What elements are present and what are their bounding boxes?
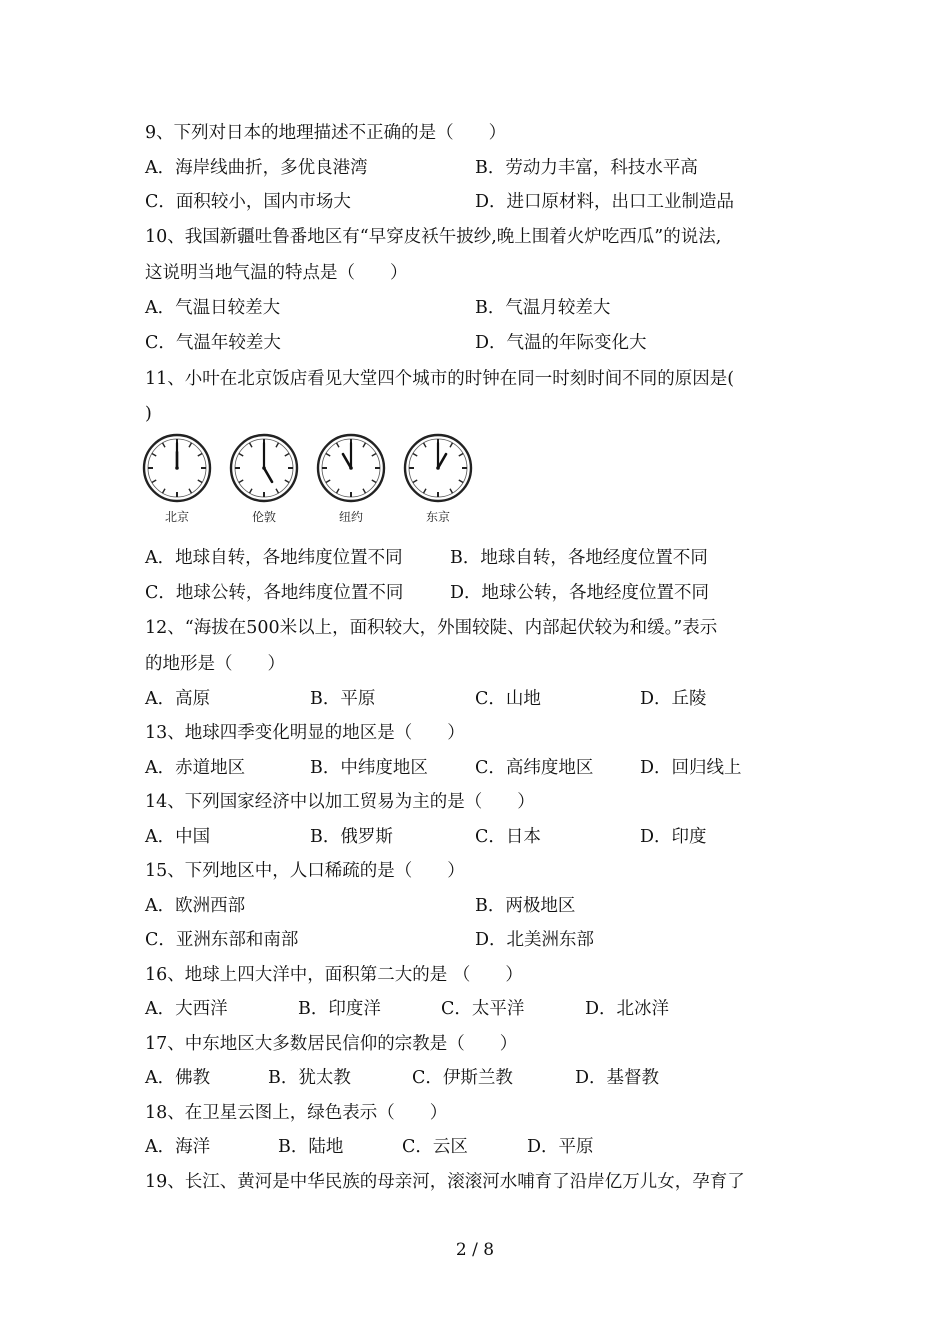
page-number: 2 / 8 bbox=[455, 1240, 495, 1260]
q12-stem-line2: 的地形是（ ） bbox=[145, 654, 285, 674]
q17-option-b: B．犹太教 bbox=[268, 1068, 351, 1088]
q12-option-a: A．高原 bbox=[145, 689, 211, 709]
q15-option-c: C．亚洲东部和南部 bbox=[145, 930, 299, 950]
clock-city-label: 北京 bbox=[164, 510, 190, 524]
q12-option-b: B．平原 bbox=[310, 689, 376, 709]
q10-option-b: B．气温月较差大 bbox=[475, 298, 611, 318]
q14-option-d: D．印度 bbox=[640, 827, 707, 847]
q13-option-b: B．中纬度地区 bbox=[310, 758, 428, 778]
q18-option-a: A．海洋 bbox=[145, 1137, 211, 1157]
q15-option-a: A．欧洲西部 bbox=[145, 896, 246, 916]
q16-option-a: A．大西洋 bbox=[145, 999, 228, 1019]
q11-stem-line2: ) bbox=[145, 404, 152, 424]
q11-stem-line1: 11、小叶在北京饭店看见大堂四个城市的时钟在同一时刻时间不同的原因是( bbox=[145, 369, 735, 389]
clock-center bbox=[175, 466, 179, 470]
q16-option-b: B．印度洋 bbox=[298, 999, 381, 1019]
q18-option-b: B．陆地 bbox=[278, 1137, 344, 1157]
q13-option-c: C．高纬度地区 bbox=[475, 758, 594, 778]
clock-center bbox=[349, 466, 353, 470]
q17-stem: 17、中东地区大多数居民信仰的宗教是（ ） bbox=[145, 1034, 518, 1054]
q17-option-c: C．伊斯兰教 bbox=[412, 1068, 513, 1088]
q19-stem-line1: 19、长江、黄河是中华民族的母亲河，滚滚河水哺育了沿岸亿万儿女，孕育了 bbox=[145, 1172, 745, 1192]
q18-stem: 18、在卫星云图上，绿色表示（ ） bbox=[145, 1103, 448, 1123]
q14-option-a: A．中国 bbox=[145, 827, 211, 847]
q13-option-d: D．回归线上 bbox=[640, 758, 742, 778]
q10-stem-line2: 这说明当地气温的特点是（ ） bbox=[145, 263, 408, 283]
clock-city-label: 东京 bbox=[425, 510, 451, 524]
q12-option-c: C．山地 bbox=[475, 689, 541, 709]
q10-stem-line1: 10、我国新疆吐鲁番地区有“早穿皮袄午披纱,晚上围着火炉吃西瓜”的说法, bbox=[145, 227, 722, 247]
q12-option-d: D．丘陵 bbox=[640, 689, 707, 709]
clock-4 bbox=[405, 435, 471, 524]
q9-option-a: A．海岸线曲折，多优良港湾 bbox=[145, 158, 368, 178]
q14-option-c: C．日本 bbox=[475, 827, 541, 847]
q11-option-d: D．地球公转，各地经度位置不同 bbox=[450, 583, 710, 603]
q15-option-b: B．两极地区 bbox=[475, 896, 576, 916]
q10-option-a: A．气温日较差大 bbox=[145, 298, 281, 318]
q16-stem: 16、地球上四大洋中，面积第二大的是 （ ） bbox=[145, 965, 523, 985]
q9-stem: 9、下列对日本的地理描述不正确的是（ ） bbox=[145, 123, 507, 143]
q12-stem-line1: 12、“海拔在500米以上，面积较大，外围较陡、内部起伏较为和缓。”表示 bbox=[145, 618, 718, 638]
clock-1 bbox=[144, 435, 210, 524]
q11-option-b: B．地球自转，各地经度位置不同 bbox=[450, 548, 708, 568]
q15-option-d: D．北美洲东部 bbox=[475, 930, 595, 950]
q16-option-c: C．太平洋 bbox=[441, 999, 525, 1019]
q17-option-d: D．基督教 bbox=[575, 1068, 660, 1088]
q18-option-c: C．云区 bbox=[402, 1137, 468, 1157]
clock-city-label: 伦敦 bbox=[251, 510, 277, 524]
q14-option-b: B．俄罗斯 bbox=[310, 827, 393, 847]
clock-center bbox=[436, 466, 440, 470]
q9-option-c: C．面积较小，国内市场大 bbox=[145, 192, 351, 212]
clock-2 bbox=[231, 435, 297, 524]
q10-option-c: C．气温年较差大 bbox=[145, 333, 281, 353]
q9-option-b: B．劳动力丰富，科技水平高 bbox=[475, 158, 698, 178]
q11-option-c: C．地球公转，各地纬度位置不同 bbox=[145, 583, 404, 603]
q10-option-d: D．气温的年际变化大 bbox=[475, 333, 647, 353]
q16-option-d: D．北冰洋 bbox=[585, 999, 670, 1019]
clock-3 bbox=[318, 435, 384, 524]
q15-stem: 15、下列地区中，人口稀疏的是（ ） bbox=[145, 861, 465, 881]
clock-city-label: 纽约 bbox=[338, 510, 364, 524]
q13-stem: 13、地球四季变化明显的地区是（ ） bbox=[145, 723, 465, 743]
q14-stem: 14、下列国家经济中以加工贸易为主的是（ ） bbox=[145, 792, 535, 812]
q13-option-a: A．赤道地区 bbox=[145, 758, 246, 778]
q17-option-a: A．佛教 bbox=[145, 1068, 211, 1088]
clock-center bbox=[262, 466, 266, 470]
q9-option-d: D．进口原材料，出口工业制造品 bbox=[475, 192, 735, 212]
clock-figure bbox=[140, 432, 480, 528]
q18-option-d: D．平原 bbox=[527, 1137, 594, 1157]
q11-option-a: A．地球自转，各地纬度位置不同 bbox=[145, 548, 403, 568]
